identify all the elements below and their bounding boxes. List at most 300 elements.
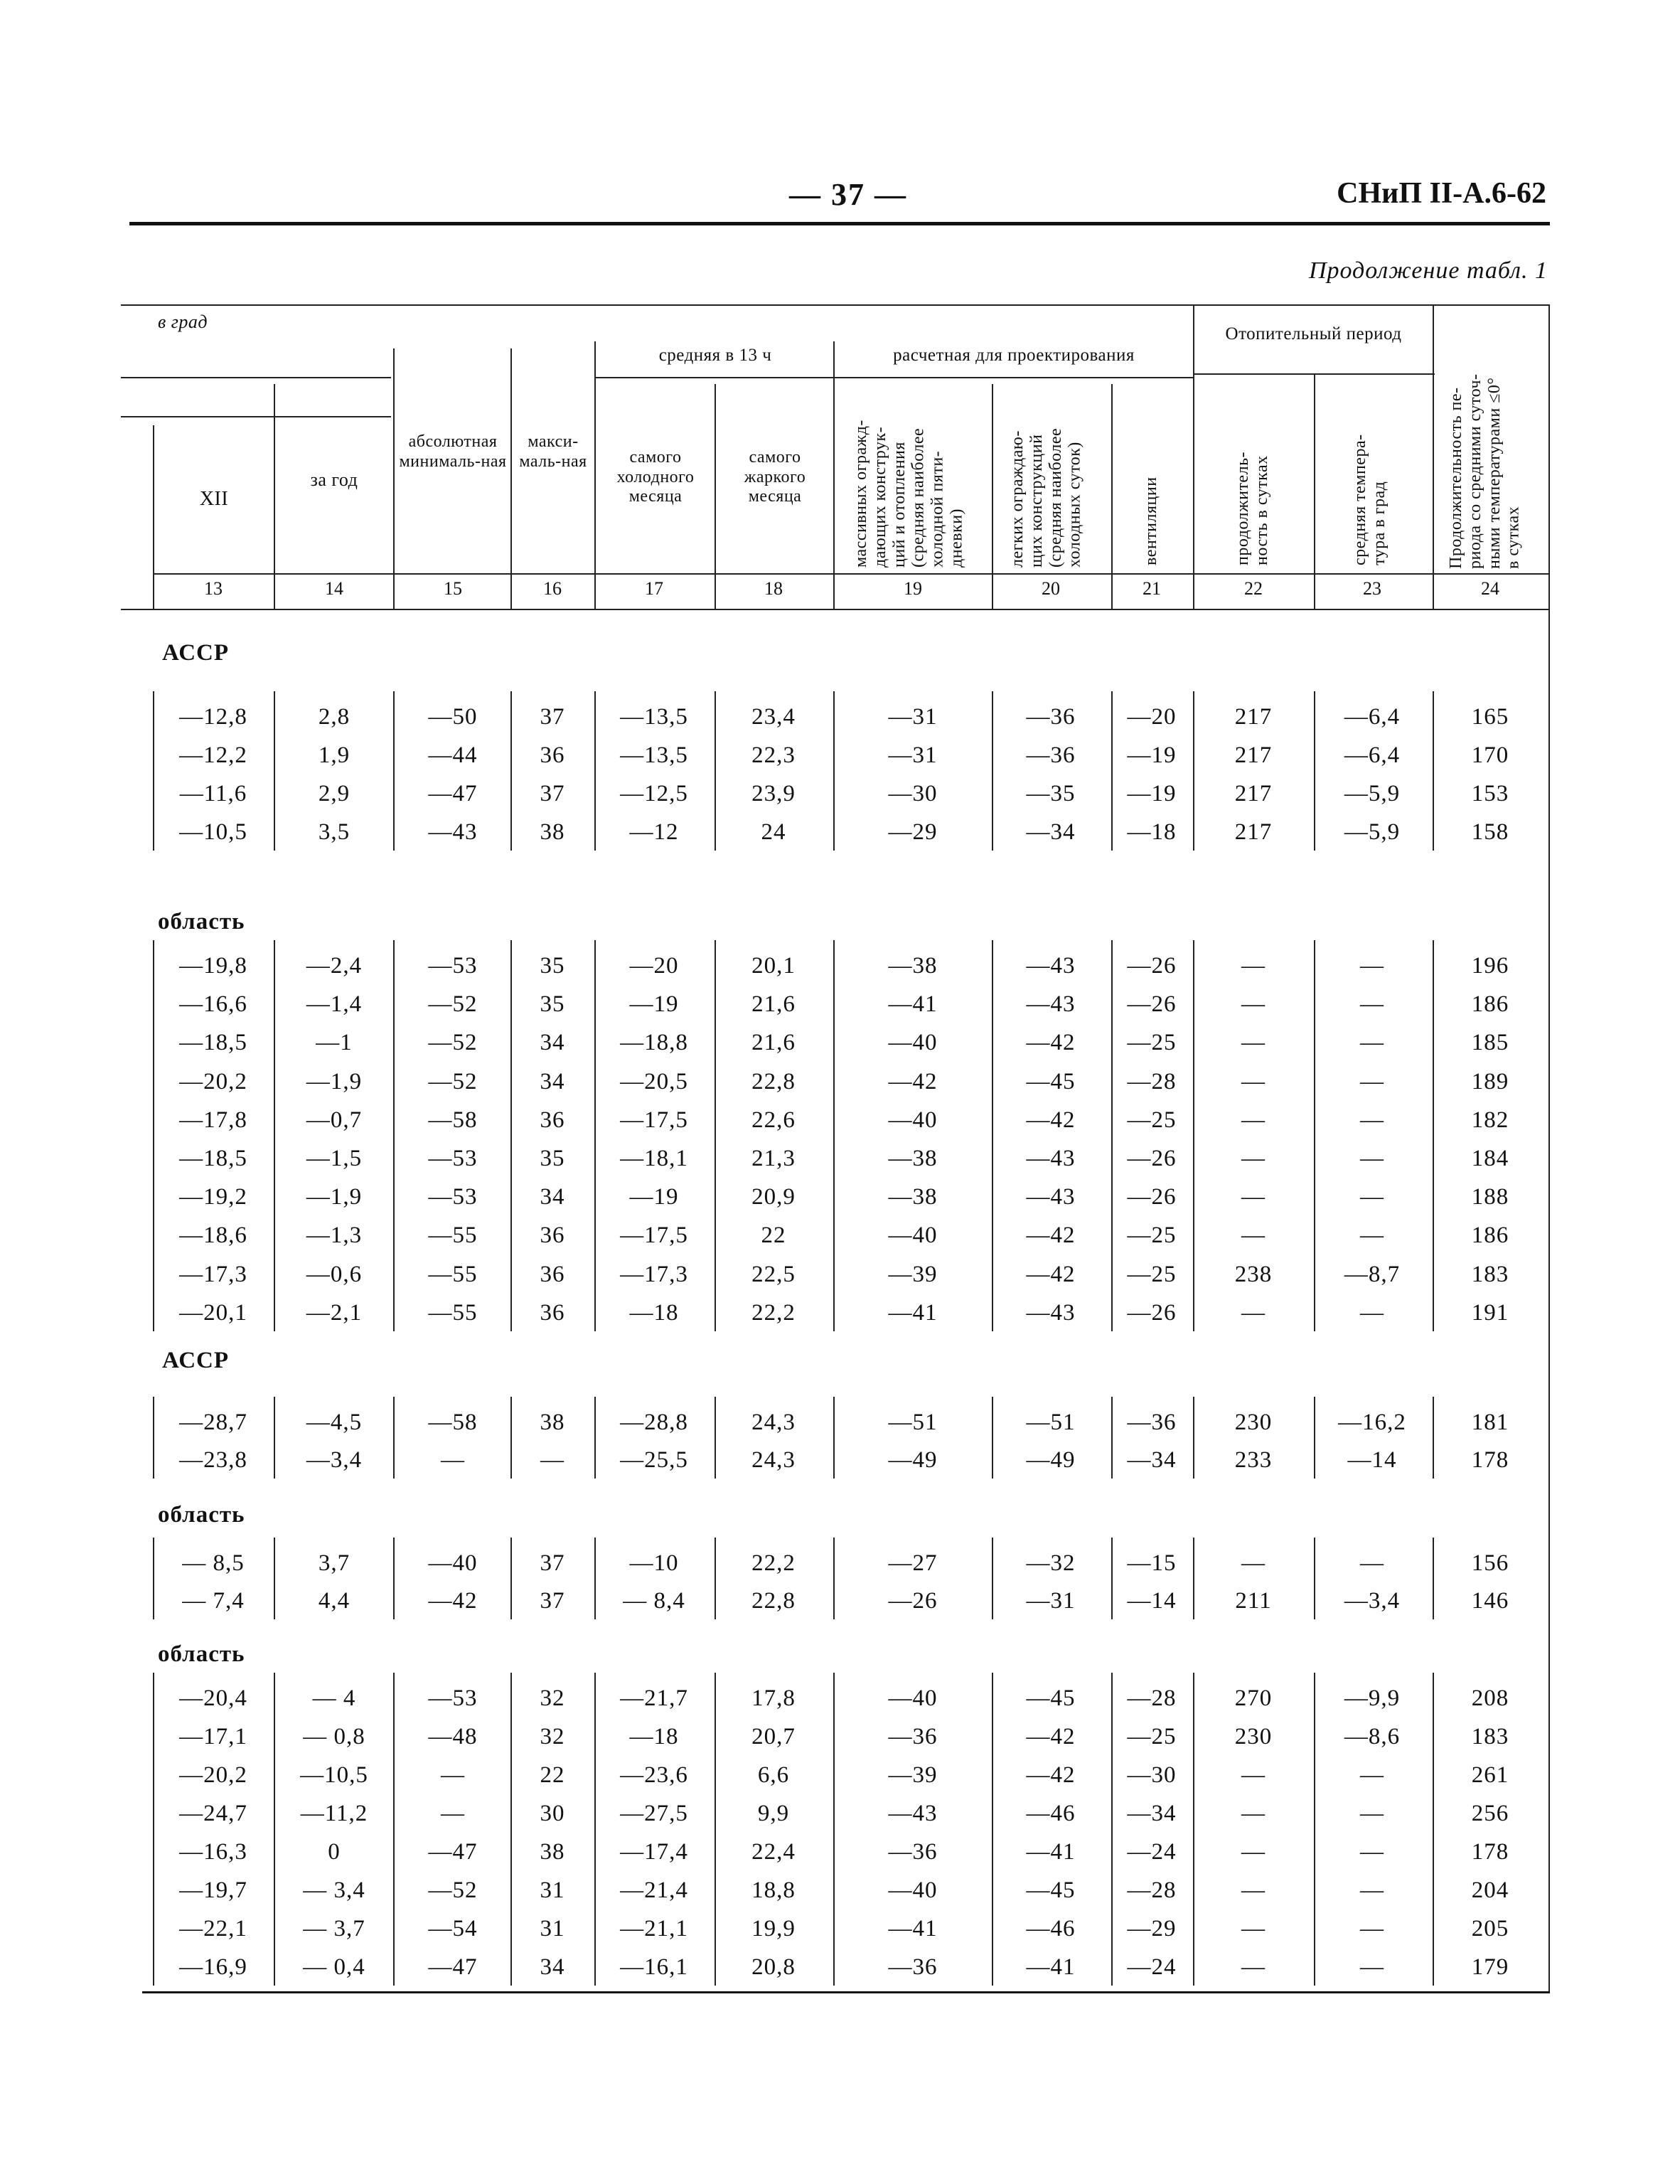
column-number: 24 <box>1481 578 1499 599</box>
table-cell: —36 <box>1127 1410 1177 1435</box>
table-cell: 35 <box>540 991 565 1018</box>
column-rule <box>992 1397 993 1479</box>
table-cell: —25 <box>1127 1724 1177 1749</box>
table-cell: 37 <box>540 1550 565 1576</box>
table-cell: 208 <box>1471 1685 1509 1711</box>
table-cell: — 3,7 <box>303 1916 365 1941</box>
column-number: 18 <box>764 578 783 599</box>
column-rule <box>274 691 275 851</box>
section-title: АССР <box>162 1348 230 1373</box>
column-rule <box>153 1538 154 1619</box>
column-rule <box>274 1397 275 1479</box>
table-cell: —10,5 <box>300 1762 368 1788</box>
table-cell: —6,4 <box>1344 704 1401 730</box>
table-cell: —25 <box>1127 1030 1177 1056</box>
table-cell: — 0,8 <box>303 1724 365 1749</box>
table-cell: — <box>1360 1107 1384 1133</box>
table-cell: 32 <box>540 1724 565 1749</box>
table-cell: —19,8 <box>179 953 247 979</box>
table-cell: —28,7 <box>179 1410 247 1435</box>
table-cell: —5,9 <box>1344 819 1401 845</box>
section-title: область <box>158 1641 245 1667</box>
table-cell: — <box>1360 1030 1384 1056</box>
column-number: 23 <box>1363 578 1381 599</box>
column-rule <box>992 691 993 851</box>
table-cell: —18 <box>629 1724 679 1749</box>
table-cell: 37 <box>540 781 565 806</box>
table-cell: 36 <box>540 1261 565 1287</box>
table-cell: —41 <box>1026 1839 1076 1865</box>
table-cell: —43 <box>888 1801 938 1826</box>
table-cell: 24,3 <box>751 1447 796 1473</box>
table-cell: — <box>1360 1954 1384 1980</box>
table-cell: —19,7 <box>179 1877 247 1903</box>
table-cell: 188 <box>1471 1184 1509 1210</box>
table-cell: — <box>540 1447 565 1473</box>
table-cell: —12,8 <box>179 704 247 730</box>
col-header-avg-temp: средняя темпера- тура в град <box>1351 434 1389 565</box>
table-cell: —1,3 <box>306 1222 363 1249</box>
table-cell: —2,4 <box>306 953 363 979</box>
table-cell: 31 <box>540 1877 565 1903</box>
table-cell: 30 <box>540 1801 565 1826</box>
table-cell: —25 <box>1127 1107 1177 1133</box>
table-cell: 185 <box>1471 1030 1509 1056</box>
table-cell: —41 <box>888 1299 938 1326</box>
table-cell: —55 <box>428 1261 478 1287</box>
table-cell: —14 <box>1347 1447 1397 1473</box>
table-cell: —21,7 <box>620 1685 688 1711</box>
table-cell: —13,5 <box>620 704 688 730</box>
table-cell: — <box>1360 1839 1384 1865</box>
table-cell: — <box>1241 1916 1266 1941</box>
group-label-temp: в град <box>158 311 208 332</box>
table-cell: — <box>1241 1222 1266 1249</box>
header-vrule <box>1314 373 1315 609</box>
column-number: 22 <box>1244 578 1263 599</box>
table-cell: —17,8 <box>179 1107 247 1133</box>
col-header-max: макси-маль-ная <box>519 432 587 471</box>
column-rule <box>833 691 835 851</box>
table-cell: —51 <box>888 1410 938 1435</box>
table-cell: 230 <box>1234 1724 1273 1749</box>
table-cell: —30 <box>888 781 938 806</box>
table-cell: —16,6 <box>179 991 247 1018</box>
table-cell: —27,5 <box>620 1801 688 1826</box>
col-header-hot-month: самого жаркого месяца <box>744 448 806 506</box>
table-cell: —28 <box>1127 1685 1177 1711</box>
table-cell: — <box>1360 1916 1384 1941</box>
table-cell: —20 <box>629 953 679 979</box>
table-cell: 22,2 <box>751 1299 796 1326</box>
column-rule <box>715 1538 716 1619</box>
column-rule <box>992 940 993 1331</box>
table-cell: —26 <box>1127 991 1177 1018</box>
table-cell: 22,8 <box>751 1588 796 1614</box>
header-rule-numbers-bottom <box>121 609 1550 610</box>
table-cell: —47 <box>428 781 478 806</box>
table-cell: —43 <box>1026 1299 1076 1326</box>
table-cell: —20,2 <box>179 1762 247 1788</box>
table-cell: 36 <box>540 1222 565 1249</box>
table-cell: 35 <box>540 1146 565 1171</box>
table-cell: —52 <box>428 1030 478 1056</box>
table-cell: 146 <box>1471 1588 1509 1614</box>
column-rule <box>833 940 835 1331</box>
column-rule <box>992 1673 993 1986</box>
table-cell: 6,6 <box>757 1762 790 1788</box>
table-cell: — <box>1241 1184 1266 1210</box>
table-cell: —11,2 <box>300 1801 368 1826</box>
column-rule <box>393 691 395 851</box>
table-cell: — <box>1241 1030 1266 1056</box>
table-cell: —6,4 <box>1344 742 1401 768</box>
table-cell: —13,5 <box>620 742 688 768</box>
table-cell: — <box>441 1447 465 1473</box>
column-rule <box>833 1538 835 1619</box>
col-header-cold-month: самого холодного месяца <box>616 448 695 506</box>
section-title: АССР <box>162 640 230 666</box>
table-cell: —39 <box>888 1261 938 1287</box>
table-cell: —53 <box>428 1685 478 1711</box>
col-header-xii: XII <box>199 488 229 510</box>
table-cell: 191 <box>1471 1299 1509 1326</box>
table-cell: —47 <box>428 1839 478 1865</box>
table-cell: 34 <box>540 1068 565 1094</box>
table-cell: —40 <box>888 1222 938 1249</box>
table-cell: —43 <box>1026 1184 1076 1210</box>
table-cell: —46 <box>1026 1916 1076 1941</box>
table-cell: —42 <box>1026 1222 1076 1249</box>
column-number: 17 <box>645 578 663 599</box>
table-cell: — 0,4 <box>303 1954 365 1980</box>
table-cell: — <box>1241 1107 1266 1133</box>
table-cell: 34 <box>540 1184 565 1210</box>
table-cell: —18,5 <box>179 1030 247 1056</box>
table-cell: —17,3 <box>620 1261 688 1287</box>
table-cell: 217 <box>1234 819 1273 845</box>
table-cell: —31 <box>888 742 938 768</box>
table-cell: 170 <box>1471 742 1509 768</box>
table-cell: —18 <box>629 1299 679 1326</box>
table-cell: —15 <box>1127 1550 1177 1576</box>
table-cell: 179 <box>1471 1954 1509 1980</box>
column-rule <box>274 1538 275 1619</box>
table-cell: —46 <box>1026 1801 1076 1826</box>
table-cell: 261 <box>1471 1762 1509 1788</box>
table-cell: —50 <box>428 704 478 730</box>
table-cell: 196 <box>1471 953 1509 979</box>
table-cell: —36 <box>1026 704 1076 730</box>
table-cell: —17,5 <box>620 1107 688 1133</box>
table-cell: —12,5 <box>620 781 688 806</box>
table-cell: — <box>1360 1762 1384 1788</box>
table-cell: —16,2 <box>1338 1410 1406 1435</box>
table-cell: 20,1 <box>751 953 796 979</box>
table-cell: —42 <box>1026 1261 1076 1287</box>
table-cell: —9,9 <box>1344 1685 1401 1711</box>
column-rule <box>393 1538 395 1619</box>
table-cell: 36 <box>540 742 565 768</box>
header-rule-left-2 <box>121 416 391 417</box>
table-cell: —14 <box>1127 1588 1177 1614</box>
table-cell: —29 <box>1127 1916 1177 1941</box>
table-cell: —41 <box>888 1916 938 1941</box>
table-cell: —43 <box>428 819 478 845</box>
table-cell: —34 <box>1026 819 1076 845</box>
table-cell: 4,4 <box>318 1588 351 1614</box>
table-cell: 182 <box>1471 1107 1509 1133</box>
table-cell: —36 <box>888 1839 938 1865</box>
header-vrule <box>153 425 154 609</box>
table-cell: —42 <box>888 1068 938 1094</box>
column-rule <box>992 1538 993 1619</box>
column-number: 15 <box>444 578 462 599</box>
header-vrule <box>1433 304 1434 609</box>
table-cell: 17,8 <box>751 1685 796 1711</box>
table-cell: — <box>1241 1068 1266 1094</box>
table-cell: —43 <box>1026 1146 1076 1171</box>
table-cell: —28 <box>1127 1877 1177 1903</box>
table-cell: —18,6 <box>179 1222 247 1249</box>
table-cell: — <box>1360 1877 1384 1903</box>
table-cell: 217 <box>1234 704 1273 730</box>
group-label-design: расчетная для проектирования <box>893 346 1135 365</box>
table-cell: —48 <box>428 1724 478 1749</box>
table-cell: —3,4 <box>306 1447 363 1473</box>
table-cell: —28,8 <box>620 1410 688 1435</box>
header-vrule <box>510 348 512 609</box>
table-cell: —20,2 <box>179 1068 247 1094</box>
table-cell: —18 <box>1127 819 1177 845</box>
table-cell: 23,9 <box>751 781 796 806</box>
table-cell: — 3,4 <box>303 1877 365 1903</box>
table-cell: —18,5 <box>179 1146 247 1171</box>
table-cell: — <box>1241 1299 1266 1326</box>
table-cell: —3,4 <box>1344 1588 1401 1614</box>
column-rule <box>715 691 716 851</box>
table-cell: 183 <box>1471 1724 1509 1749</box>
table-cell: —58 <box>428 1410 478 1435</box>
table-cell: 21,3 <box>751 1146 796 1171</box>
table-cell: —24 <box>1127 1954 1177 1980</box>
table-cell: —35 <box>1026 781 1076 806</box>
table-cell: —44 <box>428 742 478 768</box>
table-cell: —43 <box>1026 991 1076 1018</box>
column-rule <box>153 1673 154 1986</box>
table-cell: —31 <box>1026 1588 1076 1614</box>
table-cell: —26 <box>1127 1184 1177 1210</box>
table-cell: —40 <box>428 1550 478 1576</box>
column-number: 20 <box>1042 578 1060 599</box>
group-label-heating: Отопительный период <box>1225 324 1402 343</box>
table-cell: —8,7 <box>1344 1261 1401 1287</box>
header-vrule <box>1111 384 1113 609</box>
table-cell: —55 <box>428 1299 478 1326</box>
table-cell: 20,8 <box>751 1954 796 1980</box>
table-cell: —17,4 <box>620 1839 688 1865</box>
table-cell: —8,6 <box>1344 1724 1401 1749</box>
header-rule <box>129 222 1550 225</box>
table-cell: 186 <box>1471 1222 1509 1249</box>
table-cell: — <box>1241 1877 1266 1903</box>
column-rule <box>833 1673 835 1986</box>
table-cell: —52 <box>428 1068 478 1094</box>
table-cell: —16,3 <box>179 1839 247 1865</box>
table-cell: 22 <box>540 1762 565 1788</box>
table-cell: —27 <box>888 1550 938 1576</box>
table-cell: —38 <box>888 1184 938 1210</box>
table-cell: —2,1 <box>306 1299 363 1326</box>
table-cell: —28 <box>1127 1068 1177 1094</box>
table-cell: 18,8 <box>751 1877 796 1903</box>
table-cell: —47 <box>428 1954 478 1980</box>
table-cell: 34 <box>540 1030 565 1056</box>
table-cell: —31 <box>888 704 938 730</box>
table-cell: 22,5 <box>751 1261 796 1287</box>
table-cell: —34 <box>1127 1801 1177 1826</box>
header-rule-left <box>121 377 391 378</box>
table-cell: —1,9 <box>306 1184 363 1210</box>
table-cell: —20,4 <box>179 1685 247 1711</box>
table-cell: 3,7 <box>318 1550 351 1576</box>
section-title: область <box>158 909 245 934</box>
table-cell: —36 <box>888 1954 938 1980</box>
table-cell: —42 <box>1026 1107 1076 1133</box>
table-cell: —51 <box>1026 1410 1076 1435</box>
table-cell: —24,7 <box>179 1801 247 1826</box>
table-cell: —41 <box>888 991 938 1018</box>
column-rule <box>393 940 395 1331</box>
table-cell: 156 <box>1471 1550 1509 1576</box>
table-cell: —19 <box>1127 781 1177 806</box>
table-cell: —10,5 <box>179 819 247 845</box>
table-cell: —42 <box>1026 1030 1076 1056</box>
table-cell: —16,1 <box>620 1954 688 1980</box>
col-header-year: за год <box>310 469 358 490</box>
table-cell: —21,1 <box>620 1916 688 1941</box>
table-cell: —53 <box>428 1146 478 1171</box>
section-title: область <box>158 1502 245 1528</box>
table-cell: 38 <box>540 819 565 845</box>
col-header-massive: массивных огражд- дающих конструк- ций и отопления (средняя наиболее холодной пяти- дневки) <box>852 420 966 568</box>
table-continuation-caption: Продолжение табл. 1 <box>1308 257 1548 284</box>
table-cell: 184 <box>1471 1146 1509 1171</box>
header-rule-numbers-top <box>153 573 1550 575</box>
table-cell: —22,1 <box>179 1916 247 1941</box>
column-rule <box>715 1673 716 1986</box>
table-cell: 217 <box>1234 742 1273 768</box>
table-cell: —40 <box>888 1685 938 1711</box>
table-cell: —53 <box>428 1184 478 1210</box>
table-cell: 204 <box>1471 1877 1509 1903</box>
table-cell: —10 <box>629 1550 679 1576</box>
table-cell: 38 <box>540 1839 565 1865</box>
column-number: 16 <box>543 578 562 599</box>
table-cell: 36 <box>540 1107 565 1133</box>
table-cell: 2,8 <box>318 704 351 730</box>
table-cell: 217 <box>1234 781 1273 806</box>
table-cell: — <box>1241 953 1266 979</box>
table-cell: —49 <box>1026 1447 1076 1473</box>
table-cell: — 7,4 <box>182 1588 245 1614</box>
col-header-light: легких ограждаю- щих конструкций (средняя наиболее холодных суток) <box>1008 427 1084 568</box>
table-cell: —0,6 <box>306 1261 363 1287</box>
table-cell: —17,3 <box>179 1261 247 1287</box>
table-cell: —45 <box>1026 1685 1076 1711</box>
table-cell: 22,3 <box>751 742 796 768</box>
table-cell: —23,8 <box>179 1447 247 1473</box>
table-cell: — <box>1360 1801 1384 1826</box>
table-cell: 37 <box>540 1588 565 1614</box>
table-cell: 270 <box>1234 1685 1273 1711</box>
table-cell: 37 <box>540 704 565 730</box>
header-vrule <box>833 341 835 609</box>
table-cell: —40 <box>888 1107 938 1133</box>
column-rule <box>715 940 716 1331</box>
table-cell: — 8,5 <box>182 1550 245 1576</box>
column-rule <box>274 940 275 1331</box>
table-cell: —32 <box>1026 1550 1076 1576</box>
header-vrule <box>992 384 993 609</box>
table-cell: —49 <box>888 1447 938 1473</box>
table-cell: — 8,4 <box>623 1588 685 1614</box>
table-cell: 38 <box>540 1410 565 1435</box>
table-cell: —1,5 <box>306 1146 363 1171</box>
table-cell: — <box>1360 1146 1384 1171</box>
table-cell: —0,7 <box>306 1107 363 1133</box>
table-cell: —26 <box>888 1588 938 1614</box>
table-cell: —58 <box>428 1107 478 1133</box>
table-cell: —5,9 <box>1344 781 1401 806</box>
table-cell: 24,3 <box>751 1410 796 1435</box>
table-cell: —29 <box>888 819 938 845</box>
table-cell: —55 <box>428 1222 478 1249</box>
table-cell: —52 <box>428 991 478 1018</box>
column-rule <box>153 940 154 1331</box>
table-cell: 21,6 <box>751 1030 796 1056</box>
table-cell: 165 <box>1471 704 1509 730</box>
table-cell: —45 <box>1026 1068 1076 1094</box>
table-cell: —40 <box>888 1877 938 1903</box>
header-top-rule <box>121 304 1550 306</box>
table-cell: —38 <box>888 953 938 979</box>
table-cell: — <box>441 1801 465 1826</box>
table-cell: —39 <box>888 1762 938 1788</box>
table-cell: 9,9 <box>757 1801 790 1826</box>
table-cell: —25 <box>1127 1261 1177 1287</box>
table-cell: 32 <box>540 1685 565 1711</box>
table-cell: —53 <box>428 953 478 979</box>
table-cell: —20,1 <box>179 1299 247 1326</box>
table-cell: —42 <box>1026 1762 1076 1788</box>
column-rule <box>153 691 154 851</box>
table-cell: —17,5 <box>620 1222 688 1249</box>
table-cell: 205 <box>1471 1916 1509 1941</box>
table-cell: —43 <box>1026 953 1076 979</box>
column-number: 21 <box>1143 578 1161 599</box>
table-cell: — <box>1241 1146 1266 1171</box>
table-cell: —36 <box>888 1724 938 1749</box>
column-rule <box>393 1397 395 1479</box>
table-cell: 22,6 <box>751 1107 796 1133</box>
table-cell: 21,6 <box>751 991 796 1018</box>
table-cell: 19,9 <box>751 1916 796 1941</box>
table-cell: — <box>1360 1550 1384 1576</box>
table-cell: —19 <box>629 991 679 1018</box>
table-cell: — <box>441 1762 465 1788</box>
column-number: 13 <box>204 578 223 599</box>
